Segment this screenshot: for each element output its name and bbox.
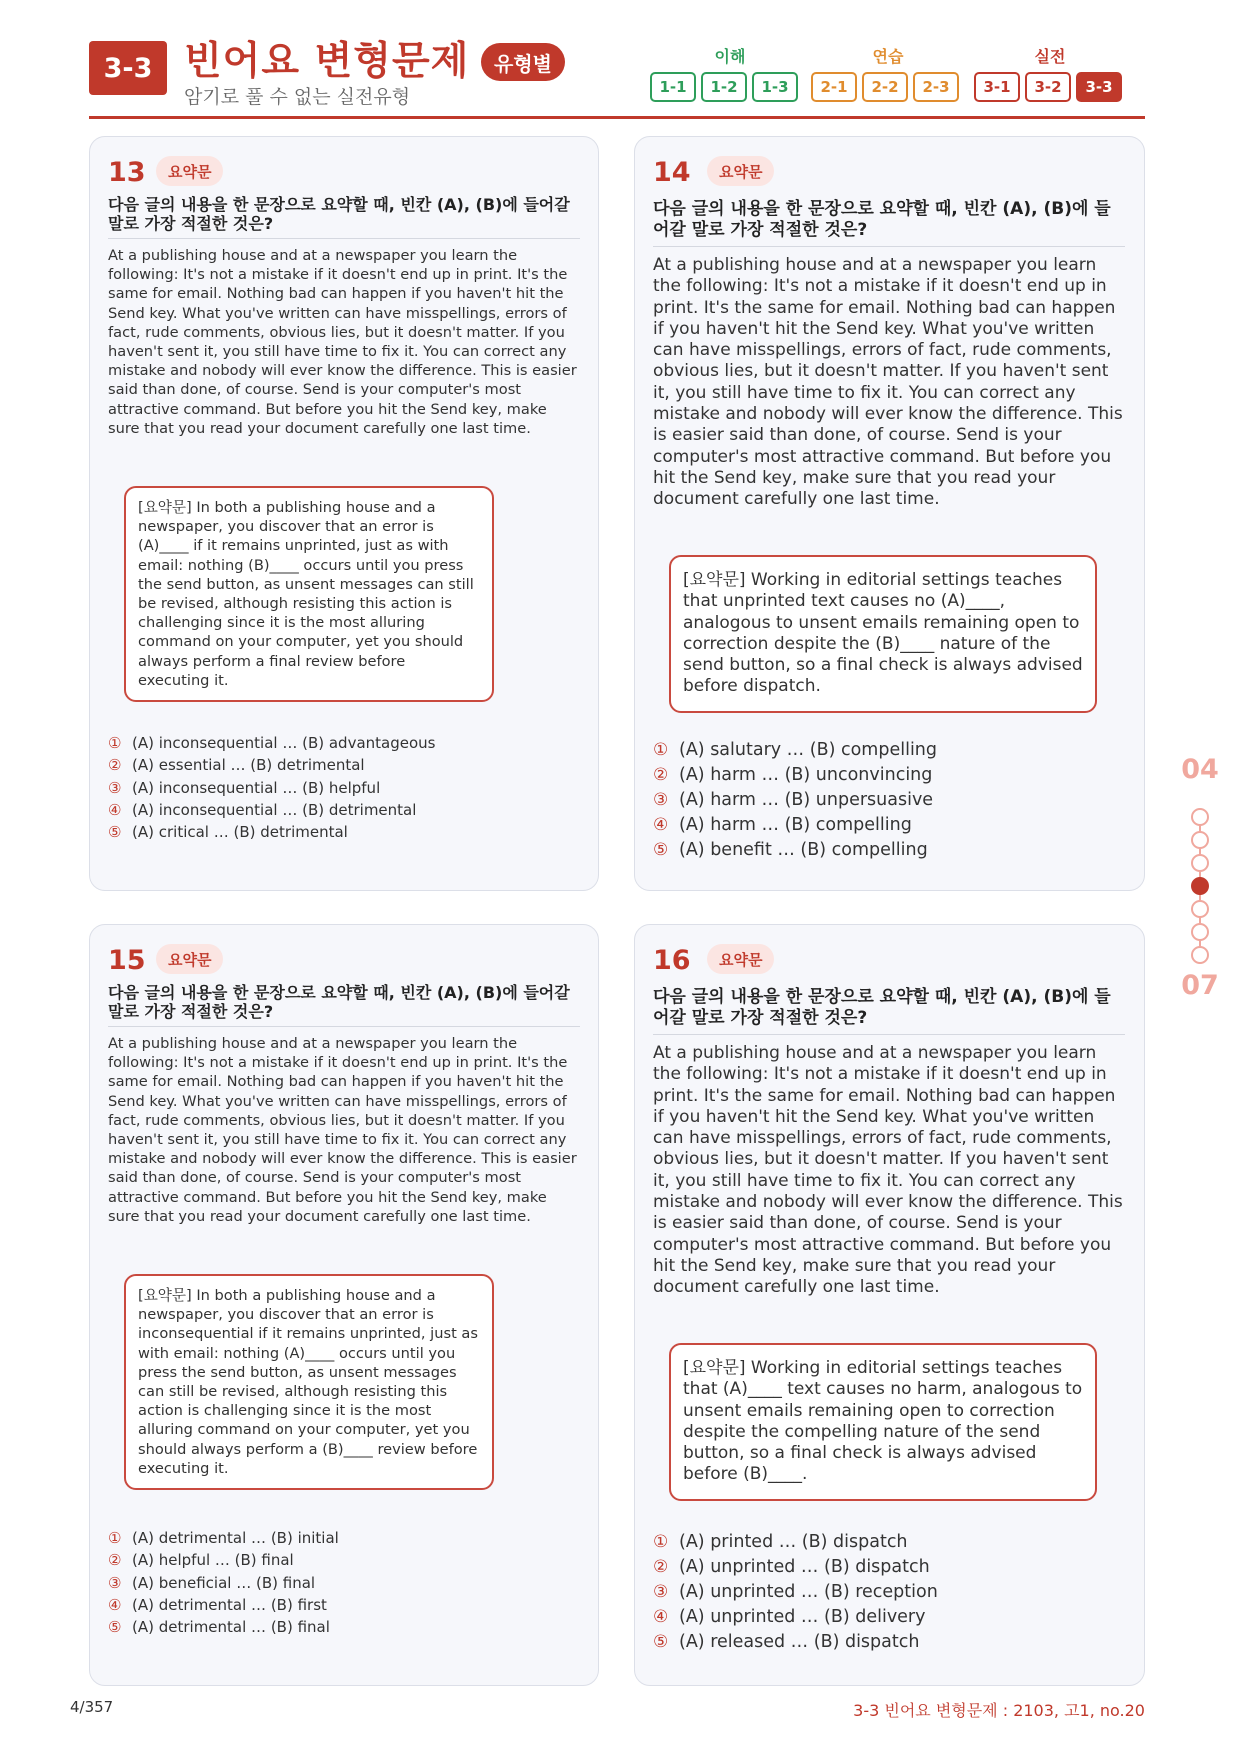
option-text: (A) unprinted … (B) dispatch (679, 1556, 930, 1577)
options-list (653, 737, 937, 862)
page-subtitle: 암기로 풀 수 없는 실전유형 (184, 86, 411, 108)
step-1-3[interactable]: 1-3 (752, 72, 798, 102)
option-number: ④ (653, 814, 669, 835)
option-text: (A) inconsequential … (B) advantageous (132, 734, 436, 753)
option-3[interactable] (108, 777, 435, 799)
option-5[interactable] (653, 837, 937, 862)
option-number: ① (653, 1531, 669, 1552)
question-number: 16 (653, 945, 691, 976)
option-number: ⑤ (108, 1618, 122, 1637)
question-number: 14 (653, 157, 691, 188)
nav-group-label-3: 실전 (1034, 47, 1066, 66)
option-number: ① (653, 739, 669, 760)
side-nav-dot-2[interactable] (1191, 831, 1209, 849)
option-text: (A) harm … (B) unconvincing (679, 764, 933, 785)
nav-group-label-2: 연습 (872, 47, 904, 66)
option-number: ① (108, 1529, 122, 1548)
question-tag: 요약문 (156, 944, 223, 974)
side-nav-dot-5[interactable] (1191, 900, 1209, 918)
option-text: (A) inconsequential … (B) detrimental (132, 801, 417, 820)
option-number: ④ (108, 1596, 122, 1615)
question-prompt: 다음 글의 내용을 한 문장으로 요약할 때, 빈칸 (A), (B)에 들어갈 말로 가장 적절한 것은? (108, 983, 570, 1021)
question-card-13 (89, 136, 599, 891)
step-1-2[interactable]: 1-2 (701, 72, 747, 102)
option-number: ⑤ (653, 839, 669, 860)
passage-text: At a publishing house and at a newspaper you learn the following: It's not a mistake if it doesn't end up in print. It's the same for email. Nothing bad can happen if you haven't hit the Send key. What you've written can have misspellings, errors of fact, rude comments, obvious lies, but it doesn't matter. If you haven't sent it, you still have time to fix it. You can correct any mistake and nobody will ever know the difference. This is easier said than done, of course. Send is your computer's most attractive command. But before you hit the Send key, make sure that you read your document carefully one last time. (653, 255, 1123, 510)
passage-text: At a publishing house and at a newspaper you learn the following: It's not a mistake if it doesn't end up in print. It's the same for email. Nothing bad can happen if you haven't hit the Send key. What you've written can have misspellings, errors of fact, rude comments, obvious lies, but it doesn't matter. If you haven't sent it, you still have time to fix it. You can correct any mistake and nobody will ever know the difference. This is easier said than done, of course. Send is your computer's most attractive command. But before you hit the Send key, make sure that you read your document carefully one last time. (108, 1035, 577, 1225)
page-indicator: 4/357 (70, 1698, 114, 1716)
passage-text: At a publishing house and at a newspaper you learn the following: It's not a mistake if it doesn't end up in print. It's the same for email. Nothing bad can happen if you haven't hit the Send key. What you've written can have misspellings, errors of fact, rude comments, obvious lies, but it doesn't matter. If you haven't sent it, you still have time to fix it. You can correct any mistake and nobody will ever know the difference. This is easier said than done, of course. Send is your computer's most attractive command. But before you hit the Send key, make sure that you read your document carefully one last time. (653, 1043, 1123, 1298)
option-1[interactable] (653, 1529, 938, 1554)
question-card-14 (634, 136, 1145, 891)
option-5[interactable] (108, 821, 435, 843)
option-text: (A) salutary … (B) compelling (679, 739, 938, 760)
prompt-divider (108, 1026, 580, 1027)
type-pill: 유형별 (481, 43, 565, 81)
option-number: ③ (108, 778, 122, 797)
option-2[interactable] (653, 1554, 938, 1579)
option-5[interactable] (653, 1629, 938, 1654)
prompt-divider (653, 1034, 1125, 1035)
question-card-16 (634, 924, 1145, 1686)
option-number: ② (108, 756, 122, 775)
option-text: (A) essential … (B) detrimental (132, 756, 365, 775)
summary-box: [요약문] In both a publishing house and a newspaper, you discover that an error is inconsequential if it remains unprinted, just as with email: nothing (A)____ occurs until you press the send button, as unsent messages can still be revised, although resisting this action is challenging since it is the most alluring command on your computer, yet you should always perform a (B)____ review before executing it. (124, 1274, 494, 1490)
option-text: (A) detrimental … (B) final (132, 1618, 330, 1637)
option-text: (A) unprinted … (B) delivery (679, 1606, 926, 1627)
option-1[interactable] (108, 732, 435, 754)
option-4[interactable] (108, 799, 435, 821)
step-2-2[interactable]: 2-2 (862, 72, 908, 102)
option-4[interactable] (653, 812, 937, 837)
option-4[interactable] (653, 1604, 938, 1629)
section-badge: 3-3 (89, 41, 167, 95)
step-3-3[interactable]: 3-3 (1076, 72, 1122, 102)
side-nav-start: 04 (1181, 754, 1219, 785)
question-number: 15 (108, 945, 146, 976)
option-4[interactable] (108, 1594, 339, 1616)
option-3[interactable] (108, 1572, 339, 1594)
step-2-3[interactable]: 2-3 (913, 72, 959, 102)
option-5[interactable] (108, 1616, 339, 1638)
step-3-1[interactable]: 3-1 (974, 72, 1020, 102)
question-tag: 요약문 (156, 156, 223, 186)
option-number: ③ (108, 1573, 122, 1592)
option-number: ③ (653, 1581, 669, 1602)
summary-box: [요약문] In both a publishing house and a newspaper, you discover that an error is (A)____ if it remains unprinted, just as with email: nothing (B)____ occurs until you press the send button, as unsent messages can still be revised, although resisting this action is challenging since it is the most alluring command on your computer, yet you should always perform a final review before executing it. (124, 486, 494, 702)
side-nav-dot-6[interactable] (1191, 923, 1209, 941)
option-text: (A) inconsequential … (B) helpful (132, 778, 381, 797)
step-1-1[interactable]: 1-1 (650, 72, 696, 102)
option-text: (A) harm … (B) unpersuasive (679, 789, 934, 810)
source-label: 3-3 빈어요 변형문제 : 2103, 고1, no.20 (853, 1701, 1145, 1720)
option-number: ④ (108, 801, 122, 820)
side-nav-dot-1[interactable] (1191, 808, 1209, 826)
page-title: 빈어요 변형문제 (184, 39, 470, 84)
question-tag: 요약문 (707, 944, 774, 974)
options-list (108, 1527, 339, 1638)
header-divider (89, 116, 1145, 119)
option-text: (A) critical … (B) detrimental (132, 823, 348, 842)
summary-box: [요약문] Working in editorial settings teaches that (A)____ text causes no harm, analogous to unsent emails remaining open to correction despite the compelling nature of the send button, so a final check is always advised before (B)____. (669, 1343, 1097, 1501)
prompt-divider (108, 238, 580, 239)
question-number: 13 (108, 157, 146, 188)
option-2[interactable] (653, 762, 937, 787)
question-card-15 (89, 924, 599, 1686)
option-2[interactable] (108, 754, 435, 776)
option-text: (A) detrimental … (B) initial (132, 1529, 339, 1548)
option-text: (A) printed … (B) dispatch (679, 1531, 908, 1552)
option-text: (A) helpful … (B) final (132, 1551, 294, 1570)
question-prompt: 다음 글의 내용을 한 문장으로 요약할 때, 빈칸 (A), (B)에 들어갈 말로 가장 적절한 것은? (108, 195, 570, 233)
side-nav-dot-4[interactable] (1191, 877, 1209, 895)
option-number: ② (653, 764, 669, 785)
option-text: (A) released … (B) dispatch (679, 1631, 920, 1652)
option-number: ⑤ (108, 823, 122, 842)
side-nav-dot-7[interactable] (1191, 946, 1209, 964)
option-text: (A) benefit … (B) compelling (679, 839, 928, 860)
option-3[interactable] (653, 787, 937, 812)
prompt-divider (653, 246, 1125, 247)
option-number: ④ (653, 1606, 669, 1627)
passage-text: At a publishing house and at a newspaper you learn the following: It's not a mistake if it doesn't end up in print. It's the same for email. Nothing bad can happen if you haven't hit the Send key. What you've written can have misspellings, errors of fact, rude comments, obvious lies, but it doesn't matter. If you haven't sent it, you still have time to fix it. You can correct any mistake and nobody will ever know the difference. This is easier said than done, of course. Send is your computer's most attractive command. But before you hit the Send key, make sure that you read your document carefully one last time. (108, 247, 577, 437)
option-text: (A) beneficial … (B) final (132, 1573, 316, 1592)
option-1[interactable] (653, 737, 937, 762)
option-1[interactable] (108, 1527, 339, 1549)
nav-group-label-1: 이해 (714, 47, 746, 66)
side-nav-end: 07 (1181, 970, 1219, 1001)
option-number: ② (653, 1556, 669, 1577)
step-3-2[interactable]: 3-2 (1025, 72, 1071, 102)
summary-box: [요약문] Working in editorial settings teaches that unprinted text causes no (A)____, analogous to unsent emails remaining open to correction despite the (B)____ nature of the send button, so a final check is always advised before dispatch. (669, 555, 1097, 713)
option-text: (A) harm … (B) compelling (679, 814, 912, 835)
option-text: (A) detrimental … (B) first (132, 1596, 327, 1615)
option-number: ② (108, 1551, 122, 1570)
question-prompt: 다음 글의 내용을 한 문장으로 요약할 때, 빈칸 (A), (B)에 들어갈 말로 가장 적절한 것은? (653, 199, 1111, 240)
options-list (653, 1529, 938, 1654)
option-number: ① (108, 734, 122, 753)
options-list (108, 732, 435, 843)
option-number: ③ (653, 789, 669, 810)
question-tag: 요약문 (707, 156, 774, 186)
option-3[interactable] (653, 1579, 938, 1604)
step-2-1[interactable]: 2-1 (811, 72, 857, 102)
option-number: ⑤ (653, 1631, 669, 1652)
option-2[interactable] (108, 1549, 339, 1571)
side-nav-dot-3[interactable] (1191, 854, 1209, 872)
question-prompt: 다음 글의 내용을 한 문장으로 요약할 때, 빈칸 (A), (B)에 들어갈 말로 가장 적절한 것은? (653, 987, 1111, 1028)
option-text: (A) unprinted … (B) reception (679, 1581, 938, 1602)
